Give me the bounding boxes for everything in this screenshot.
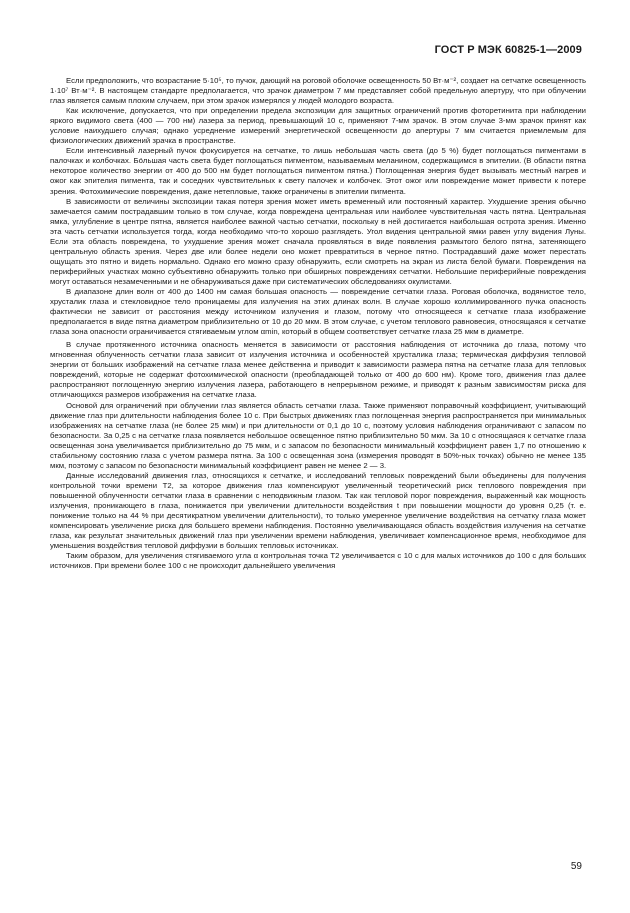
body-text — [50, 76, 586, 571]
paragraph: Если предположить, что возрастание 5·10⁵, то пучок, дающий на роговой оболочке освещенность 50 Вт·м⁻², создает на сетчатке освещенность 1·10⁷ Вт·м⁻². В настоящем стандарте предполагается, что зрачок диаметром 7 мм представляет собой предельную апертуру, что при облучении глаз является самым плохим случаем, при этом зрачок измерялся у людей молодого возраста. — [50, 76, 586, 106]
paragraph: Таким образом, для увеличения стягиваемого угла α контрольная точка T2 увеличивается с 10 с для малых источников до 100 с для больших источников. При времени более 100 с не происходит дальнейшего увеличения — [50, 551, 586, 571]
paragraph: Данные исследований движения глаз, относящихся к сетчатке, и исследований тепловых повреждений были объединены для получения контрольной точки времени T2, за которое движения глаз компенсируют увеличенный теоретический риск теплового повреждения при повышенной облученности сетчатки глаза в сравнении с неподвижным глазом. Так как тепловой порог повреждения, выраженный как мощность излучения, проникающего в глаза, понижается при увеличении длительности воздействия t при повышении мощности до уровня 0,25 (т. е. понижение только на 44 % при десятикратном увеличении длительности), то только умеренное увеличение воздействия на сетчатку глаза может компенсировать увеличение риска для большего времени наблюдения. Постоянно увеличивающаяся область воздействия излучения на сетчатке глаза, как результат значительных движений глаз при увеличении времени наблюдения, увеличивает компенсационное время, необходимое для уменьшения воздействия тепловой диффузии в больших тепловых источниках. — [50, 470, 586, 551]
paragraph: В зависимости от величины экспозиции такая потеря зрения может иметь временный или постоянный характер. Ухудшение зрения обычно замечается самим пострадавшим только в том случае, когда повреждена центральная или наиболее чувствительная часть пятна. Центральная ямка, углубление в центре пятна, является наиболее важной частью сетчатки, поскольку в ней достигается наибольшая острота зрения. Именно эта часть сетчатки используется тогда, когда необходимо что-то хорошо разглядеть. Угол видения центральной ямки равен углу видения Луны. Если эта область повреждена, то ухудшение зрения может сначала проявляться в виде появления размытого белого пятна, затеняющего центральную область зрения. Через две или более недели оно может превратиться в черное пятно. Пострадавший даже может перестать ощущать это пятно и видеть нормально. Однако его можно сразу обнаружить, если смотреть на экран из листа белой бумаги. Повреждения на периферийных участках можно субъективно обнаружить только при обширных повреждениях сетчатки. Небольшие периферийные повреждения могут оставаться незамеченными и не обнаруживаться даже при систематических обследованиях окулистами. — [50, 196, 586, 286]
paragraph: Как исключение, допускается, что при определении предела экспозиции для защитных ограничений против фоторетинита при наблюдении яркого видимого света (400 — 700 нм) лазера за период, превышающий 10 с, применяют 7-мм зрачок. В этом случае 3-мм зрачок принят как условие наихудшего случая; однако усреднение измерений энергетической освещенности до апертуры 7 мм считается приемлемым для физиологических движений зрачка в пространстве. — [50, 106, 586, 146]
paragraph: В диапазоне длин волн от 400 до 1400 нм самая большая опасность — повреждение сетчатки глаза. Роговая оболочка, водянистое тело, хрусталик глаза и стекловидное тело проницаемы для излучения на этих длинах волн. В случае хорошо коллимированного пучка опасность фактически не зависит от расстояния между источником излучения и глазом, потому что относящееся к сетчатке глаза изображение предполагается в виде пятна диаметром приблизительно от 10 до 20 мкм. В этом случае, с учетом теплового равновесия, относящаяся к сетчатке глаза зона опасности ограничивается стягиваемым углом αmin, который в общем соответствует сетчатке глаза 25 мкм в диаметре. — [50, 286, 586, 337]
paragraph: Если интенсивный лазерный пучок фокусируется на сетчатке, то лишь небольшая часть света (до 5 %) будет поглощаться пигментами в палочках и колбочках. Бо́льшая часть света будет поглощаться пигментом, называемым меланином, содержащимся в эпителии. (В области пятна некоторое количество энергии от 400 до 500 нм будет поглощаться пигментом пятна.) Поглощенная энергия будет вызывать местный нагрев и ожог как эпителия пигмента, так и соседних чувствительных к свету палочек и колбочек. Этот ожог или повреждение может привести к потере зрения. Фотохимические повреждения, даже нетепловые, также ограничены в эпителии пигмента. — [50, 146, 586, 196]
paragraph: Основой для ограничений при облучении глаз является область сетчатки глаза. Также применяют поправочный коэффициент, учитывающий движение глаз при длительности наблюдения более 10 с. При быстрых движениях глаз поглощенная энергия распространяется при минимальных изображениях на сетчатке глаза (не более 25 мкм) и при длительности от 0,1 до 10 с, поэтому условия наблюдения ограничивают с запасом по безопасности. За 0,25 с на сетчатке глаза появляется небольшое освещенное пятно приблизительно 50 мкм. За 10 с относящаяся к сетчатке глаза освещенная зона увеличивается приблизительно до 75 мкм, и с запасом по безопасности минимальный коэффициент равен 1,7 по отношению к стабильному состоянию глаза с учетом размера пятна. За 100 с освещенная зона (измерения проводят в 50%-ных точках) обычно не менее 135 мкм, поэтому с запасом по безопасности минимальный коэффициент равен не менее 2 — 3. — [50, 400, 586, 470]
paragraph: В случае протяженного источника опасность меняется в зависимости от расстояния наблюдения от источника до глаза, потому что мгновенная облученность сетчатки глаза зависит от излучения источника и особенностей хрусталика глаза; термическая диффузия тепловой энергии от больших изображений на сетчатке глаза менее действенна и приводит к зависимости размера пятна на сетчатке глаза для тепловых повреждений, которые не содержат фотохимической опасности (преобладающей только от 400 до 600 нм). Кроме того, движения глаз далее распространяют поглощенную энергию излучения лазера, работающего в непрерывном режиме, и приводят к разным зависимостям риска для отличающихся размеров изображения на сетчатке глаза. — [50, 340, 586, 400]
page-number: 59 — [570, 861, 582, 872]
standard-header: ГОСТ Р МЭК 60825-1—2009 — [434, 44, 582, 56]
